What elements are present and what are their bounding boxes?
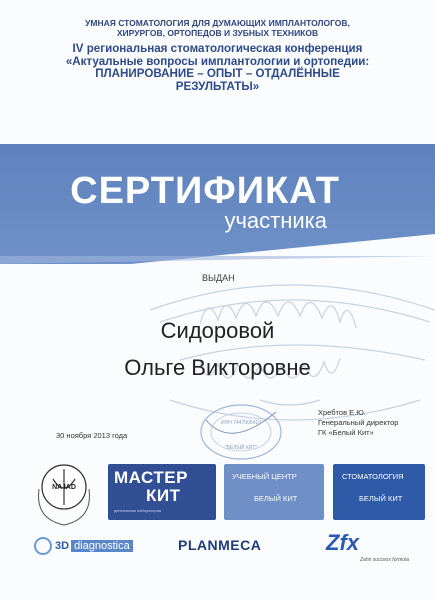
header: [20, 18, 415, 93]
stomatology-line2: БЕЛЫЙ КИТ: [359, 494, 403, 503]
master-kit-subtext: дентальная лаборатория: [114, 508, 161, 513]
certificate-title: СЕРТИФИКАТ: [70, 170, 340, 212]
stamp-text-center: "БЕЛЫЙ КИТ": [224, 445, 258, 451]
naiad-text: NA IAD: [52, 484, 76, 491]
conference-line-4: РЕЗУЛЬТАТЫ»: [175, 79, 260, 93]
org-line-1: УМНАЯ СТОМАТОЛОГИЯ ДЛЯ ДУМАЮЩИХ ИМПЛАНТОЛОГОВ,: [85, 18, 350, 28]
org-line-2: ХИРУРГОВ, ОРТОПЕДОВ И ЗУБНЫХ ТЕХНИКОВ: [116, 28, 319, 38]
signer-company: ГК «Белый Кит»: [318, 428, 374, 437]
signer-title: Генеральный директор: [318, 418, 399, 427]
training-center-line2: БЕЛЫЙ КИТ: [254, 494, 298, 503]
master-kit-line1: МАСТЕР: [114, 468, 188, 487]
training-center-line1: УЧЕБНЫЙ ЦЕНТР: [232, 472, 297, 481]
master-kit-logo: [108, 464, 216, 520]
3d-diagnostica-logo: [34, 536, 133, 556]
naiad-logo: [33, 459, 95, 529]
stamp-text-top: ИНН 7447005410: [220, 420, 262, 426]
signer-name: Хребтов Е.Ю.: [318, 408, 366, 417]
conference-line-1: IV региональная стоматологическая конференция: [72, 42, 363, 55]
signer-block: [318, 408, 398, 438]
master-kit-line2: КИТ: [146, 486, 181, 505]
conference-line-3: ПЛАНИРОВАНИЕ – ОПЫТ – ОТДАЛЁННЫЕ: [95, 67, 340, 80]
recipient-surname: Сидоровой: [160, 318, 275, 343]
training-center-logo: [224, 464, 324, 520]
3d-text: 3D: [55, 540, 70, 552]
3d-diagnostica-icon: [34, 537, 52, 555]
diagnostica-text: diagnostica: [71, 540, 133, 552]
zfx-slogan: Zahn success formula: [360, 557, 409, 563]
recipient-name: Ольге Викторовне: [124, 355, 311, 380]
company-stamp: [198, 402, 284, 462]
certificate-subtitle: участника: [224, 208, 327, 233]
zfx-logo: [320, 530, 410, 570]
certificate-date: 30 ноября 2013 года: [56, 431, 128, 440]
issued-label: ВЫДАН: [202, 273, 235, 283]
zfx-text: Zfx: [326, 530, 359, 555]
conference-line-2: «Актуальные вопросы имплантологии и ортопедии:: [65, 54, 370, 68]
stomatology-line1: СТОМАТОЛОГИЯ: [342, 472, 404, 481]
stomatology-logo: [333, 464, 425, 520]
planmeca-logo: PLANMECA: [178, 537, 262, 553]
